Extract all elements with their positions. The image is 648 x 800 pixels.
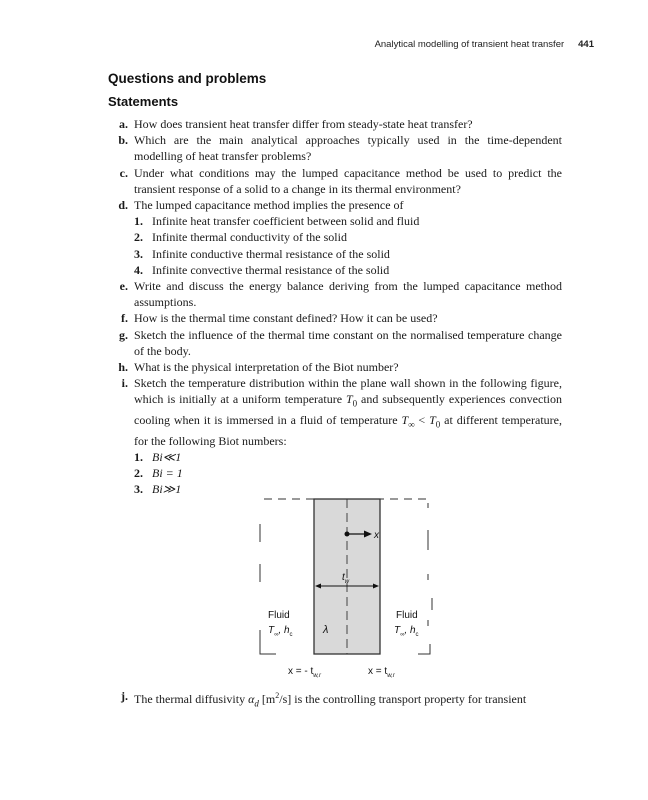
running-head-title: Analytical modelling of transient heat transfer <box>374 39 565 50</box>
math-t0: $T_0$ <box>345 392 358 409</box>
question-text: Under what conditions may the lumped capacitance method be used to predict the transient response of a solid to a change in its thermal environment? <box>134 165 562 196</box>
question-text: Sketch the influence of the thermal time constant on the normalised temperature change of the body. <box>134 327 562 358</box>
option-text: Bi≫1 <box>152 482 182 497</box>
text-part: [m <box>258 692 276 706</box>
question-label: h. <box>118 360 128 375</box>
text-part: at different temperature, for the following Biot numbers: <box>134 413 562 448</box>
question-a <box>108 116 562 132</box>
question-label: a. <box>119 117 128 131</box>
question-d <box>108 197 562 213</box>
t-letter: T <box>394 625 401 636</box>
h-letter: h <box>409 625 416 636</box>
fluid-left-params: $T_\infty$, $h_c$ <box>268 625 293 638</box>
page-number: 441 <box>578 39 594 50</box>
option-label: 3. <box>134 482 143 497</box>
question-text: How is the thermal time constant defined? How it can be used? <box>134 311 438 326</box>
question-i <box>108 375 562 449</box>
question-label: f. <box>121 311 128 326</box>
option-d-3 <box>134 246 562 262</box>
question-text: The lumped capacitance method implies the presence of <box>134 198 404 213</box>
question-label: c. <box>119 165 128 180</box>
option-label: 4. <box>134 262 143 277</box>
option-label: 3. <box>134 246 143 261</box>
math-symbol: T <box>401 413 409 428</box>
x-right-label <box>368 666 396 679</box>
option-i-1 <box>134 449 562 465</box>
math-t0-b: $T_0$ <box>429 413 441 430</box>
fluid-right-params: $T_\infty$, $h_c$ <box>394 625 419 638</box>
question-g <box>108 327 562 359</box>
question-label: e. <box>119 279 128 294</box>
c-subscript: c <box>289 632 293 638</box>
question-text: Which are the main analytical approaches typically used in the time-dependent modelling of heat transfer problems? <box>134 133 562 164</box>
question-b <box>108 132 562 164</box>
wr-subscript: w,r <box>387 673 395 679</box>
inf-subscript: ∞ <box>274 632 279 638</box>
option-d-4 <box>134 262 562 278</box>
option-label: 2. <box>134 230 143 245</box>
question-text: How does transient heat transfer differ from steady-state heat transfer? <box>134 117 473 131</box>
question-label: d. <box>118 198 128 213</box>
wr-subscript: w,r <box>313 673 321 679</box>
option-text: Infinite convective thermal resistance of the solid <box>152 262 390 277</box>
question-label: g. <box>119 327 128 342</box>
text-part: Sketch the temperature distribution within the plane wall shown in the following figure, which is initially at a uniform temperature <box>134 376 562 407</box>
t-letter: T <box>268 625 275 636</box>
question-h <box>108 359 562 375</box>
option-text: Infinite thermal conductivity of the solid <box>152 230 347 245</box>
x-left-label <box>288 666 322 679</box>
option-d-2 <box>134 229 562 245</box>
option-text: Infinite conductive thermal resistance of the solid <box>152 246 390 261</box>
question-f <box>108 310 562 326</box>
subsection-title: Statements <box>108 94 179 109</box>
tw-letter: t <box>342 572 345 583</box>
running-head <box>0 39 594 50</box>
fluid-right-label: Fluid <box>396 610 418 621</box>
math-symbol: α <box>248 692 255 706</box>
question-text: What is the physical interpretation of the Biot number? <box>134 360 399 375</box>
fluid-left-label: Fluid <box>268 610 290 621</box>
plane-wall-figure <box>258 494 438 682</box>
questions-list <box>108 116 562 497</box>
option-label: 1. <box>134 214 143 229</box>
math-tinf: $T_\infty$ <box>401 413 415 430</box>
option-label: 1. <box>134 449 143 464</box>
math-symbol: T <box>345 392 353 407</box>
option-d-1 <box>134 213 562 229</box>
inf-subscript: ∞ <box>400 632 405 638</box>
question-e <box>108 278 562 310</box>
question-c <box>108 165 562 197</box>
option-text: Bi = 1 <box>152 466 183 481</box>
x-right-text: x = t <box>368 666 388 677</box>
question-label: i. <box>121 376 128 391</box>
c-subscript: c <box>415 632 419 638</box>
h-letter: h <box>283 625 290 636</box>
option-label: 2. <box>134 466 143 481</box>
section-title: Questions and problems <box>108 71 267 86</box>
text-part: /s] is the controlling transport property for transient <box>279 692 527 706</box>
option-text: Bi≪1 <box>152 449 182 464</box>
question-label: j. <box>121 689 128 703</box>
text-part: The thermal diffusivity <box>134 692 249 706</box>
question-text: The thermal diffusivity $\alpha_d$ $[m^2/s]$ is the controlling transport property for transient <box>134 691 527 709</box>
question-j <box>108 688 562 711</box>
question-label: b. <box>118 133 128 148</box>
lambda-label: λ <box>323 624 329 636</box>
tw-subscript: w <box>344 579 350 585</box>
x-axis-label: x <box>374 530 379 541</box>
question-text: Sketch the temperature distribution within the plane wall shown in the following figure, which is initially at a uniform temperature $T_0$ and subsequently experiences convection cooling when it is immersed in a fluid of temperature $T_\infty < T_0$ at different temperature, for the following Biot numbers: <box>134 376 563 448</box>
math-alpha: $\alpha_d$ <box>248 692 259 709</box>
option-text: Infinite heat transfer coefficient between solid and fluid <box>152 214 420 229</box>
question-text: Write and discuss the energy balance deriving from the lumped capacitance method assumptions. <box>134 279 562 310</box>
x-left-text: x = - t <box>288 666 314 677</box>
text-part: and subsequently experiences convection cooling when it is immersed in a fluid of temperature <box>134 392 563 428</box>
option-i-2 <box>134 465 562 481</box>
